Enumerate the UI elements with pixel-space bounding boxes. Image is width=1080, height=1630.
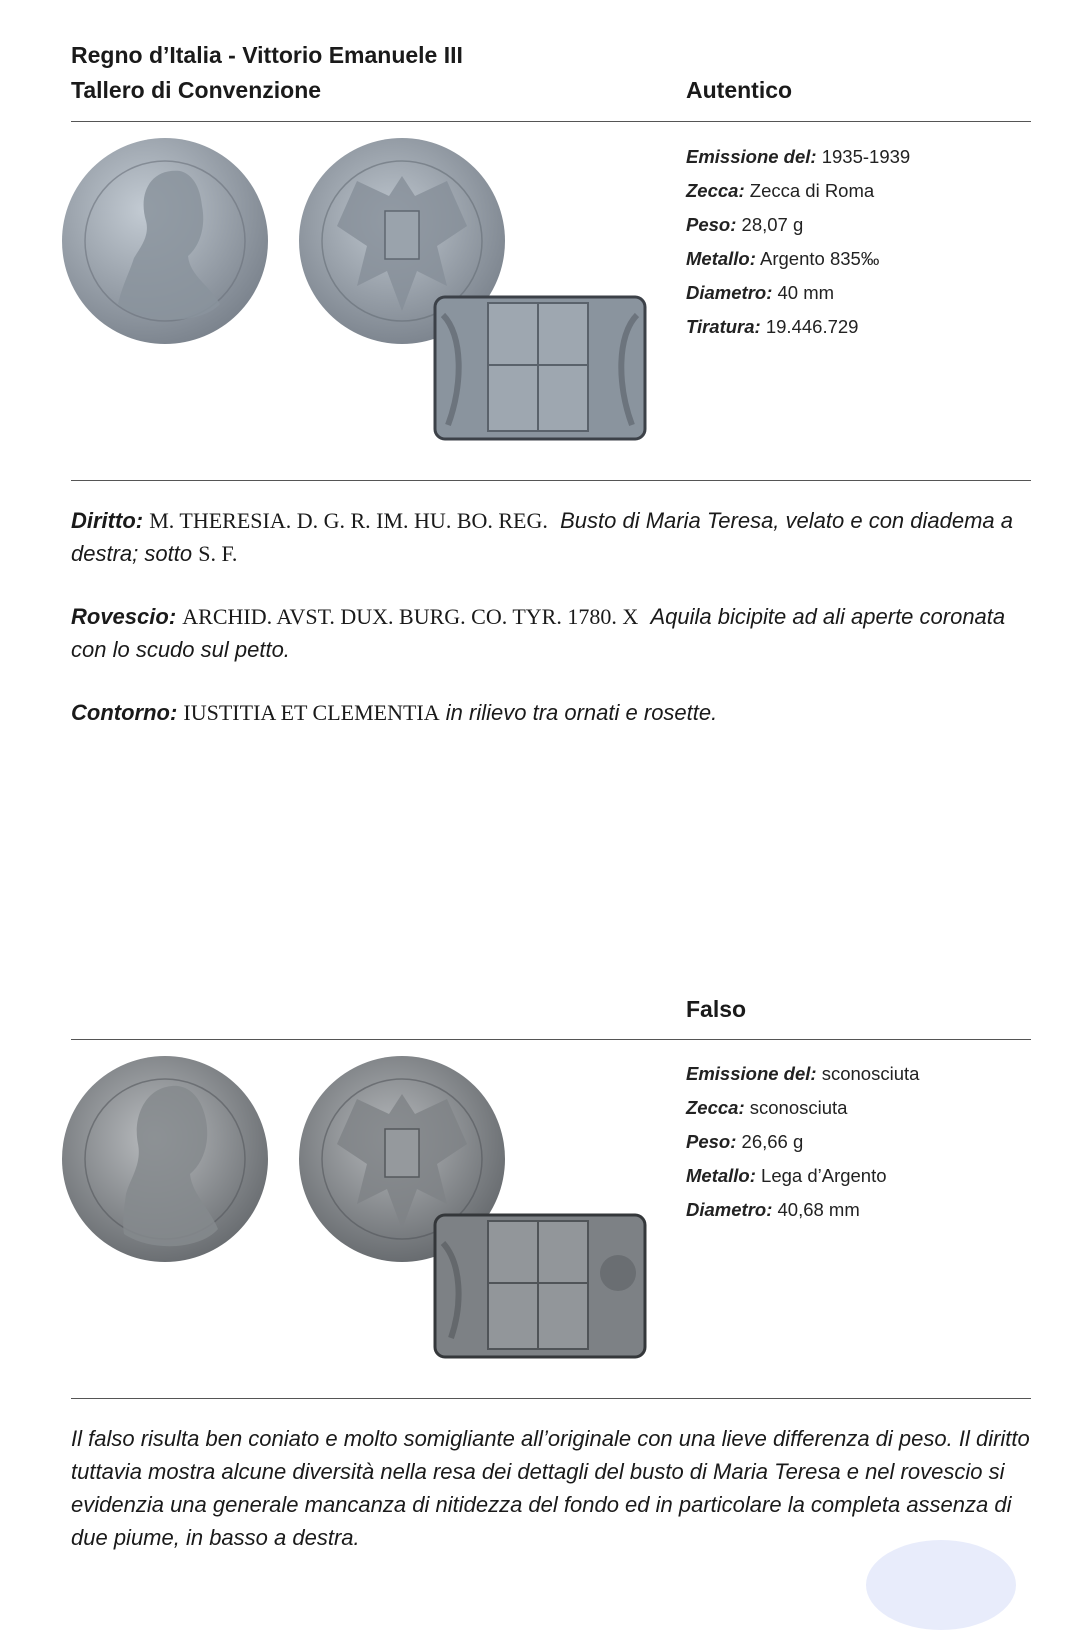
obverse-description: Diritto: M. THERESIA. D. G. R. IM. HU. BO. REG. Busto di Maria Teresa, velato e con diadema a destra; sotto S. F. <box>71 508 1014 566</box>
floating-action-bubble[interactable] <box>866 1540 1016 1630</box>
spec-row: Metallo: Lega d’Argento <box>686 1165 887 1186</box>
spec-row: Peso: 28,07 g <box>686 214 804 235</box>
spec-row: Emissione del: 1935-1939 <box>686 146 911 167</box>
spec-row: Diametro: 40,68 mm <box>686 1199 860 1220</box>
coin-subtitle: Tallero di Convenzione <box>71 77 322 103</box>
spec-row: Diametro: 40 mm <box>686 282 835 303</box>
fake-obverse-coin-image <box>60 1054 270 1264</box>
authentic-label: Autentico <box>686 77 793 103</box>
coin-title: Regno d’Italia - Vittorio Emanuele III <box>71 42 463 68</box>
spec-row: Tiratura: 19.446.729 <box>686 316 859 337</box>
fake-detail-image <box>433 1213 647 1359</box>
spec-row: Metallo: Argento 835‰ <box>686 248 880 269</box>
spec-row: Peso: 26,66 g <box>686 1131 804 1152</box>
fake-specs <box>686 1057 919 1227</box>
fake-label: Falso <box>686 996 747 1022</box>
spec-row: Emissione del: sconosciuta <box>686 1063 920 1084</box>
divider <box>71 1039 1031 1040</box>
spec-row: Zecca: Zecca di Roma <box>686 180 875 201</box>
authentic-obverse-coin-image <box>60 136 270 346</box>
divider <box>71 480 1031 481</box>
fake-analysis-note: Il falso risulta ben coniato e molto somigliante all’originale con una lieve differenza di peso. Il diritto tuttavia mostra alcune diversità nella resa dei dettagli del busto di Maria Teresa e nel rovescio si evidenzia una generale mancanza di nitidezza del fondo ed in particolare la completa assenza di due piume, in basso a destra. <box>71 1426 1030 1550</box>
edge-description: Contorno: IUSTITIA ET CLEMENTIA in rilievo tra ornati e rosette. <box>71 700 718 725</box>
divider <box>71 121 1031 122</box>
spec-row: Zecca: sconosciuta <box>686 1097 848 1118</box>
reverse-description: Rovescio: ARCHID. AVST. DUX. BURG. CO. TYR. 1780. X Aquila bicipite ad ali aperte coronata con lo scudo sul petto. <box>71 604 1006 662</box>
authentic-specs <box>686 140 910 344</box>
authentic-detail-image <box>433 295 647 441</box>
divider <box>71 1398 1031 1399</box>
